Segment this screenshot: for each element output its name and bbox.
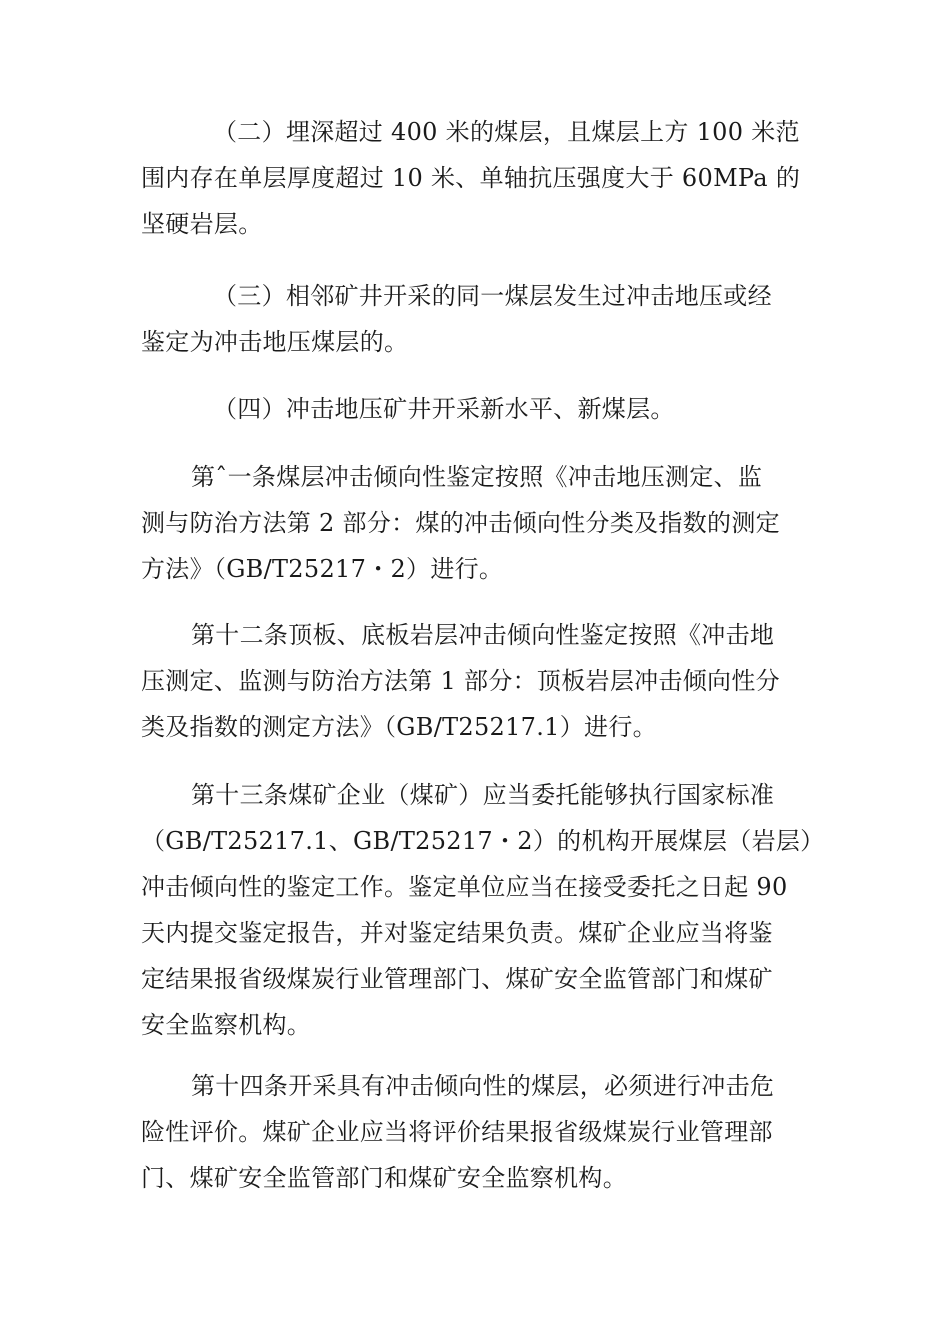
text-line: 定结果报省级煤炭行业管理部门、煤矿安全监管部门和煤矿 [141,965,773,993]
paragraph-article-13 [141,772,825,1048]
text-line: 第十三条煤矿企业（煤矿）应当委托能够执行国家标准 [191,781,775,809]
paragraph-item-3 [141,273,811,365]
text-line: 测与防治方法第 2 部分：煤的冲击倾向性分类及指数的测定 [141,509,780,537]
text-line: 鉴定为冲击地压煤层的。 [141,328,409,356]
text-line: （GB/T25217.1、GB/T25217・2）的机构开展煤层（岩层） [141,827,825,855]
paragraph-article-14 [141,1063,811,1201]
paragraph-article-12 [141,612,811,750]
text-line: 压测定、监测与防治方法第 1 部分：顶板岩层冲击倾向性分 [141,667,780,695]
paragraph-article-11 [141,454,811,592]
text-line: 类及指数的测定方法》（GB/T25217.1）进行。 [141,713,657,741]
text-line: 坚硬岩层。 [141,210,263,238]
text-line: （三）相邻矿井开采的同一煤层发生过冲击地压或经 [213,282,772,310]
text-line: （四）冲击地压矿井开采新水平、新煤层。 [213,395,675,423]
text-line: 门、煤矿安全监管部门和煤矿安全监察机构。 [141,1164,627,1192]
text-line: 安全监察机构。 [141,1011,312,1039]
text-line: 险性评价。煤矿企业应当将评价结果报省级煤炭行业管理部 [141,1118,773,1146]
paragraph-item-2 [141,109,811,247]
text-line: 第ˆ一条煤层冲击倾向性鉴定按照《冲击地压测定、监 [191,463,763,491]
text-line: 方法》（GB/T25217・2）进行。 [141,555,504,583]
text-line: 冲击倾向性的鉴定工作。鉴定单位应当在接受委托之日起 90 [141,873,788,901]
text-line: 第十二条顶板、底板岩层冲击倾向性鉴定按照《冲击地 [191,621,775,649]
text-line: 围内存在单层厚度超过 10 米、单轴抗压强度大于 60MPa 的 [141,164,801,192]
text-line: （二）埋深超过 400 米的煤层，且煤层上方 100 米范 [213,118,800,146]
text-line: 天内提交鉴定报告，并对鉴定结果负责。煤矿企业应当将鉴 [141,919,773,947]
paragraph-item-4 [141,386,811,432]
text-line: 第十四条开采具有冲击倾向性的煤层，必须进行冲击危 [191,1072,775,1100]
